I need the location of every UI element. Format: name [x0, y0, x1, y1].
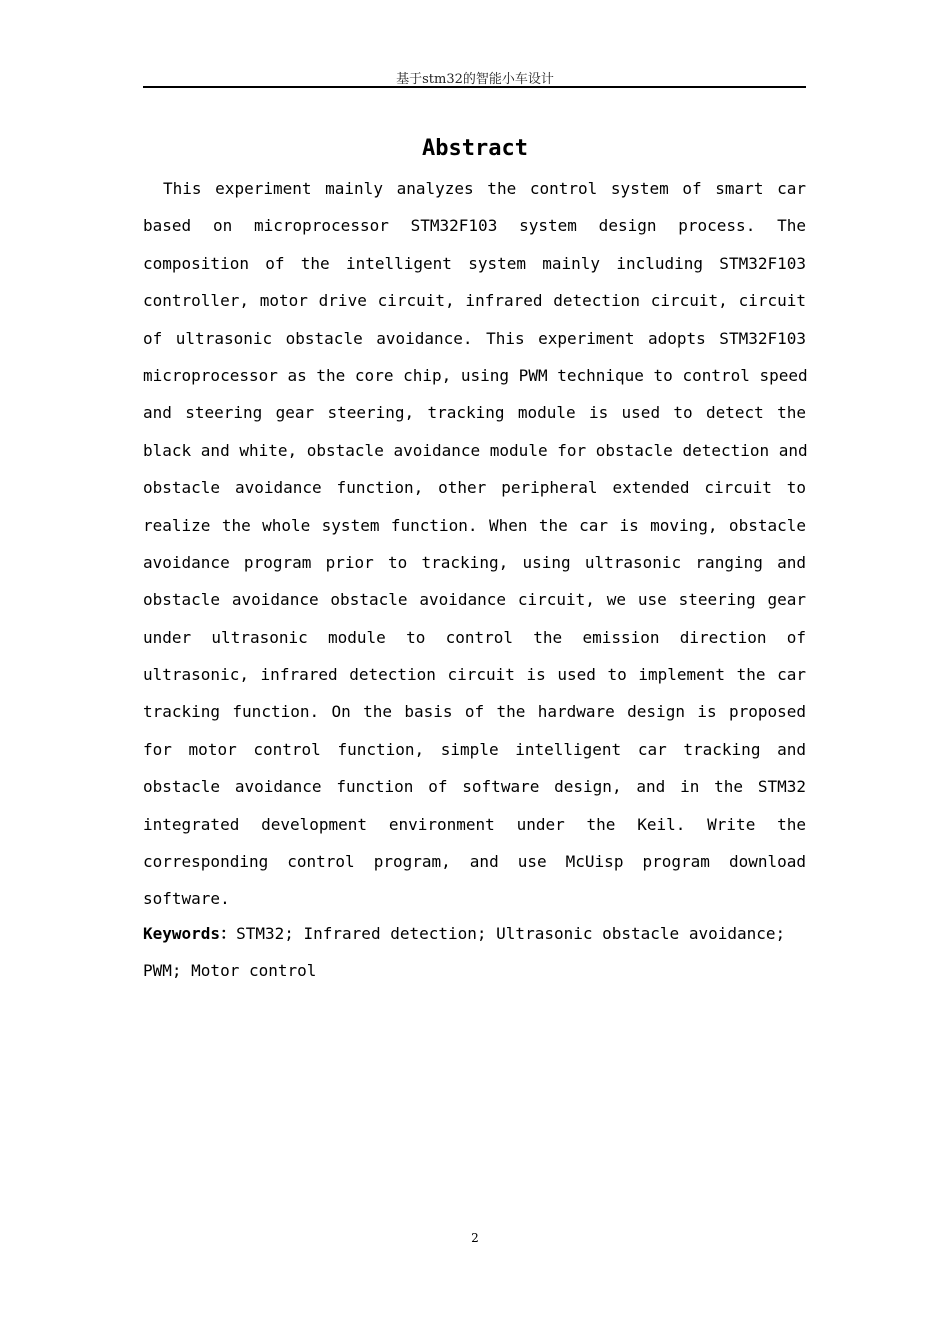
- running-header: 基于stm32的智能小车设计: [396, 72, 554, 87]
- header-divider: [143, 86, 806, 88]
- abstract-line: This experiment mainly analyzes the control system of smart car: [163, 179, 806, 198]
- abstract-line: ultrasonic, infrared detection circuit is used to implement the car: [143, 665, 806, 685]
- abstract-line: avoidance program prior to tracking, using ultrasonic ranging and: [143, 552, 806, 572]
- abstract-line: corresponding control program, and use McUisp program download: [143, 852, 806, 872]
- abstract-line: controller, motor drive circuit, infrared detection circuit, circuit: [143, 291, 806, 311]
- keywords-label: Keywords：: [143, 924, 237, 943]
- keywords-block: [143, 915, 806, 990]
- keywords-line-continued: PWM; Motor control: [143, 961, 317, 981]
- abstract-line: realize the whole system function. When the car is moving, obstacle: [143, 515, 806, 535]
- abstract-line: based on microprocessor STM32F103 system design process. The: [143, 216, 806, 236]
- abstract-line: obstacle avoidance function of software design, and in the STM32: [143, 777, 806, 797]
- keywords-text: STM32; Infrared detection; Ultrasonic obstacle avoidance;: [236, 924, 786, 943]
- abstract-title: Abstract: [422, 136, 528, 161]
- abstract-line: obstacle avoidance function, other peripheral extended circuit to: [143, 478, 806, 498]
- abstract-body: [143, 170, 806, 918]
- abstract-line: for motor control function, simple intelligent car tracking and: [143, 739, 806, 759]
- page-number: 2: [471, 1231, 479, 1245]
- abstract-line: integrated development environment under the Keil. Write the: [143, 814, 806, 834]
- abstract-line: microprocessor as the core chip, using PWM technique to control speed: [143, 365, 808, 385]
- abstract-line: obstacle avoidance obstacle avoidance circuit, we use steering gear: [143, 590, 806, 610]
- abstract-line: software.: [143, 889, 230, 909]
- keywords-line: [143, 915, 806, 952]
- abstract-line: and steering gear steering, tracking module is used to detect the: [143, 403, 806, 423]
- abstract-line: tracking function. On the basis of the hardware design is proposed: [143, 702, 806, 722]
- abstract-line: black and white, obstacle avoidance module for obstacle detection and: [143, 440, 808, 460]
- abstract-line: under ultrasonic module to control the emission direction of: [143, 627, 806, 647]
- abstract-line: of ultrasonic obstacle avoidance. This experiment adopts STM32F103: [143, 328, 806, 348]
- abstract-line: composition of the intelligent system mainly including STM32F103: [143, 253, 806, 273]
